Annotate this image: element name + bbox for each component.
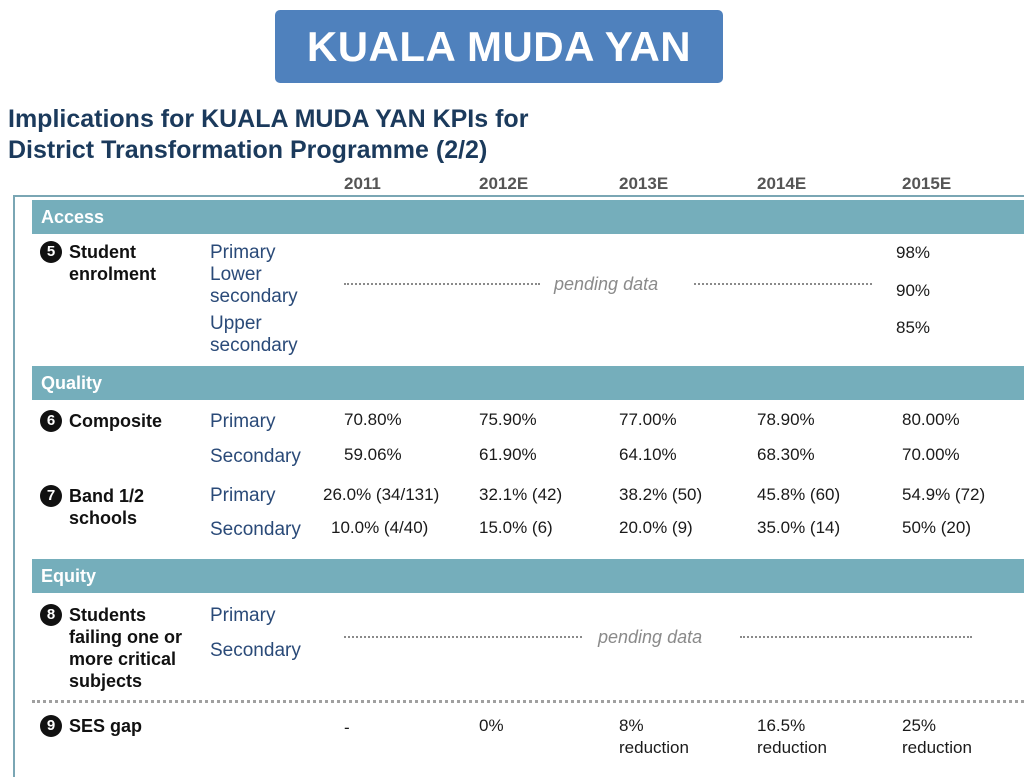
level-secondary: Secondary — [210, 519, 301, 540]
section-quality: Quality — [32, 366, 1024, 400]
band-primary-2014: 45.8% (60) — [757, 485, 841, 504]
kpi-number-9: 9 — [40, 715, 62, 737]
level-primary: Primary — [210, 411, 276, 432]
page-title — [8, 104, 528, 166]
ses-gap-sub: reduction — [619, 738, 689, 757]
section-equity: Equity — [32, 559, 1024, 593]
ses-gap-2015 — [902, 715, 972, 759]
kpi-label-line: Band 1/2 — [69, 486, 145, 506]
pending-data-enrolment: pending data — [554, 274, 659, 294]
kpi-label-line: Student — [69, 242, 136, 262]
band-secondary-2014: 35.0% (14) — [757, 518, 841, 537]
level-labels-enrolment — [210, 242, 298, 357]
ses-gap-sub: reduction — [902, 738, 972, 757]
enrolment-2015-lower: 90% — [896, 281, 931, 300]
ses-gap-2011: - — [344, 718, 350, 737]
year-header-2012: 2012E — [479, 174, 529, 193]
ses-gap-2013 — [619, 715, 689, 759]
band-secondary-2011: 10.0% (4/40) — [331, 518, 429, 537]
kpi-number-7: 7 — [40, 485, 62, 507]
level-upper-secondary: Upper — [210, 313, 262, 334]
kpi-label-line: more critical — [69, 649, 177, 669]
year-header-2011: 2011 — [344, 174, 381, 193]
kpi-label-line: Students — [69, 605, 147, 625]
band-primary-2013: 38.2% (50) — [619, 485, 703, 504]
level-primary: Primary — [210, 485, 276, 506]
title-line-2: District Transformation Programme (2/2) — [8, 136, 488, 164]
kpi-label-student-enrolment — [69, 241, 156, 285]
pending-dots-right — [740, 636, 972, 638]
kpi-label-line: failing one or — [69, 627, 183, 647]
enrolment-2015-upper: 85% — [896, 318, 931, 337]
level-primary: Primary — [210, 242, 276, 263]
year-header-2015: 2015E — [902, 174, 952, 193]
enrolment-2015-primary: 98% — [896, 243, 931, 262]
year-header-2014: 2014E — [757, 174, 807, 193]
kpi-number-8: 8 — [40, 604, 62, 626]
level-upper-secondary-cont: secondary — [210, 335, 298, 356]
kpi-number-5: 5 — [40, 241, 62, 263]
row-separator — [32, 700, 1024, 703]
kpi-label-students-failing — [69, 604, 182, 692]
level-secondary: Secondary — [210, 640, 301, 661]
composite-secondary-2015: 70.00% — [902, 445, 960, 464]
composite-primary-2011: 70.80% — [344, 410, 402, 429]
band-primary-2012: 32.1% (42) — [479, 485, 563, 504]
composite-primary-2015: 80.00% — [902, 410, 960, 429]
composite-secondary-2013: 64.10% — [619, 445, 677, 464]
ses-gap-sub: reduction — [757, 738, 827, 757]
composite-primary-2013: 77.00% — [619, 410, 677, 429]
composite-primary-2014: 78.90% — [757, 410, 815, 429]
composite-secondary-2011: 59.06% — [344, 445, 402, 464]
composite-secondary-2014: 68.30% — [757, 445, 815, 464]
kpi-label-composite: Composite — [69, 411, 163, 431]
composite-primary-2012: 75.90% — [479, 410, 537, 429]
title-line-1: Implications for KUALA MUDA YAN KPIs for — [8, 105, 529, 133]
band-secondary-2012: 15.0% (6) — [479, 518, 553, 537]
pending-dots-left — [344, 283, 540, 285]
ses-gap-value: 8% — [619, 716, 644, 735]
band-primary-2015: 54.9% (72) — [902, 485, 986, 504]
level-primary: Primary — [210, 605, 276, 626]
ses-gap-value: 25% — [902, 716, 937, 735]
kpi-label-band-schools — [69, 485, 144, 529]
section-access: Access — [32, 200, 1024, 234]
kpi-label-line: enrolment — [69, 264, 157, 284]
band-secondary-2013: 20.0% (9) — [619, 518, 693, 537]
level-lower-secondary: Lower — [210, 264, 262, 285]
composite-secondary-2012: 61.90% — [479, 445, 537, 464]
kpi-label-line: subjects — [69, 671, 143, 691]
year-header-2013: 2013E — [619, 174, 669, 193]
band-primary-2011: 26.0% (34/131) — [323, 485, 440, 504]
kpi-number-6: 6 — [40, 410, 62, 432]
ses-gap-2014 — [757, 715, 827, 759]
level-secondary: Secondary — [210, 446, 301, 467]
pending-dots-left — [344, 636, 582, 638]
band-secondary-2015: 50% (20) — [902, 518, 971, 537]
pending-data-failing: pending data — [598, 627, 703, 647]
kpi-label-ses-gap: SES gap — [69, 716, 143, 736]
kpi-label-line: schools — [69, 508, 138, 528]
ses-gap-value: 16.5% — [757, 716, 806, 735]
level-lower-secondary-cont: secondary — [210, 286, 298, 307]
page-banner: KUALA MUDA YAN — [275, 10, 723, 83]
pending-dots-right — [694, 283, 872, 285]
ses-gap-2012: 0% — [479, 716, 504, 735]
